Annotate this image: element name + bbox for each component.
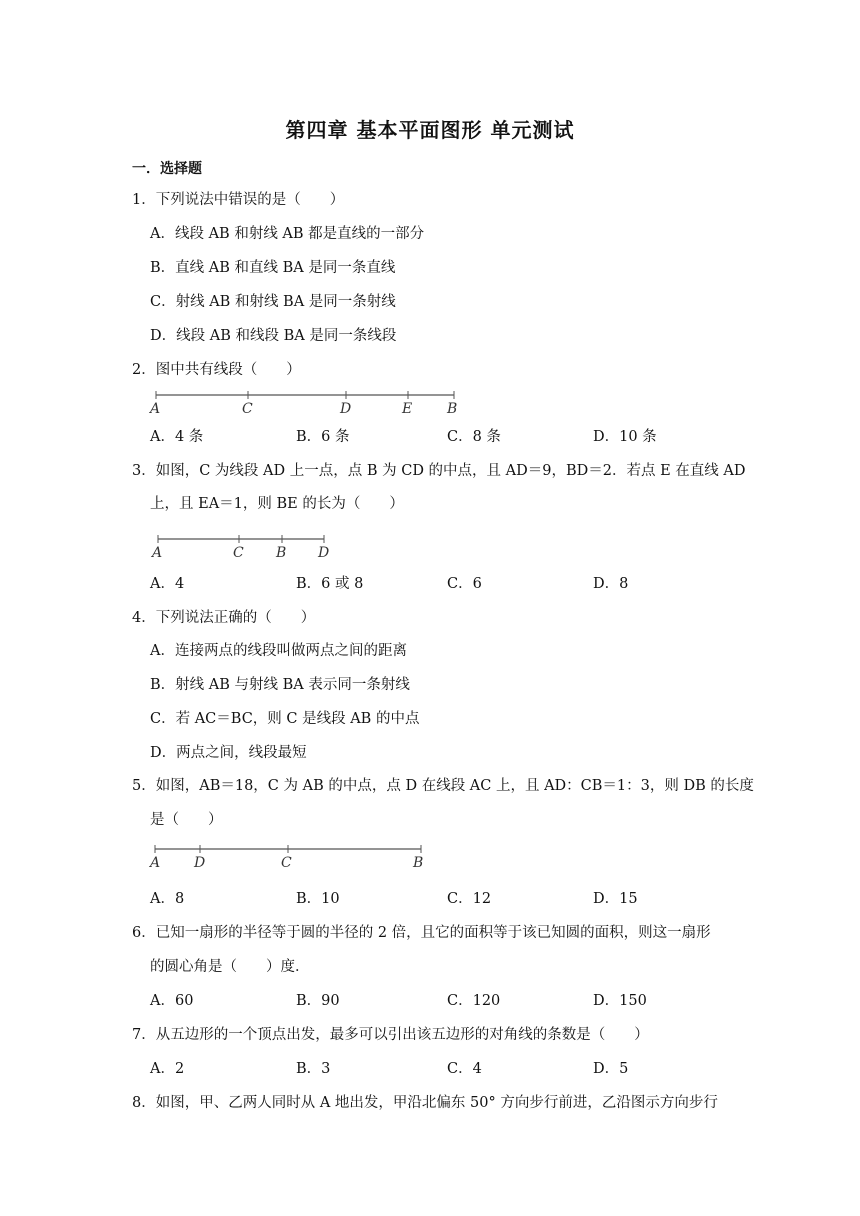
q5-label-d: D [194,855,206,871]
page-title: 第四章 基本平面图形 单元测试 [285,118,575,142]
question-6-stem-line-2: 的圆心角是（ ）度． [150,959,310,975]
question-6-stem-line-1: 6．已知一扇形的半径等于圆的半径的 2 倍，且它的面积等于该已知圆的面积，则这一扇形 [132,925,711,941]
question-7-option-c: C．4 [447,1061,482,1077]
question-6-option-a: A．60 [150,993,194,1009]
question-7-option-b: B．3 [296,1061,331,1077]
question-5-option-d: D．15 [593,891,638,907]
question-5-stem-line-1: 5．如图，AB＝18，C 为 AB 的中点，点 D 在线段 AC 上，且 AD：CB＝1：3，则 DB 的长度 [132,778,754,794]
question-6-options [150,991,710,1011]
question-4-stem: 4．下列说法正确的（ ） [132,610,316,626]
question-3-option-a: A．4 [150,576,185,592]
question-2-figure [150,388,470,420]
question-2-option-b: B．6 条 [296,429,350,445]
q3-label-b: B [276,545,287,561]
question-1-option-c: C．射线 AB 和射线 BA 是同一条射线 [150,294,396,310]
question-1-option-a: A．线段 AB 和射线 AB 都是直线的一部分 [150,226,425,242]
q5-label-a: A [150,855,161,871]
section-heading: 一．选择题 [132,161,202,177]
question-3-stem-line-1: 3．如图，C 为线段 AD 上一点，点 B 为 CD 的中点，且 AD＝9，BD＝2．若点 E 在直线 AD [132,463,746,479]
q2-label-a: A [150,401,161,417]
question-1-option-b: B．直线 AB 和直线 BA 是同一条直线 [150,260,396,276]
question-4-option-b: B．射线 AB 与射线 BA 表示同一条射线 [150,677,410,693]
q5-label-b: B [413,855,424,871]
question-3-option-b: B．6 或 8 [296,576,364,592]
question-5-option-a: A．8 [150,891,185,907]
question-5-figure [150,842,440,874]
question-5-option-b: B．10 [296,891,340,907]
question-4-option-a: A．连接两点的线段叫做两点之间的距离 [150,643,407,659]
q3-label-c: C [233,545,244,561]
q3-label-d: D [318,545,330,561]
question-1-option-d: D．线段 AB 和线段 BA 是同一条线段 [150,328,397,344]
question-7-option-d: D．5 [593,1061,629,1077]
question-7-option-a: A．2 [150,1061,185,1077]
question-1-stem: 1．下列说法中错误的是（ ） [132,192,345,208]
question-8-stem-line-1: 8．如图，甲、乙两人同时从 A 地出发，甲沿北偏东 50° 方向步行前进，乙沿图示方向步行 [132,1095,718,1111]
question-2-option-a: A．4 条 [150,429,204,445]
question-3-option-c: C．6 [447,576,482,592]
question-7-stem: 7．从五边形的一个顶点出发，最多可以引出该五边形的对角线的条数是（ ） [132,1027,649,1043]
question-6-option-b: B．90 [296,993,340,1009]
question-7-options [150,1059,710,1079]
question-3-option-d: D．8 [593,576,629,592]
question-3-stem-line-2: 上，且 EA＝1，则 BE 的长为（ ） [150,496,404,512]
question-2-stem: 2．图中共有线段（ ） [132,362,301,378]
question-5-options [150,889,710,909]
question-2-options [150,427,710,447]
question-3-figure [150,532,340,564]
q2-label-c: C [242,401,253,417]
question-5-option-c: C．12 [447,891,492,907]
q2-label-e: E [402,401,413,417]
question-4-option-d: D．两点之间，线段最短 [150,745,307,761]
q2-label-d: D [340,401,352,417]
question-4-option-c: C．若 AC＝BC，则 C 是线段 AB 的中点 [150,711,420,727]
q2-label-b: B [447,401,458,417]
question-6-option-c: C．120 [447,993,501,1009]
question-2-option-c: C．8 条 [447,429,501,445]
question-3-options [150,574,710,594]
question-2-option-d: D．10 条 [593,429,657,445]
question-5-stem-line-2: 是（ ） [150,812,223,828]
question-6-option-d: D．150 [593,993,647,1009]
q5-label-c: C [281,855,292,871]
q3-label-a: A [152,545,163,561]
